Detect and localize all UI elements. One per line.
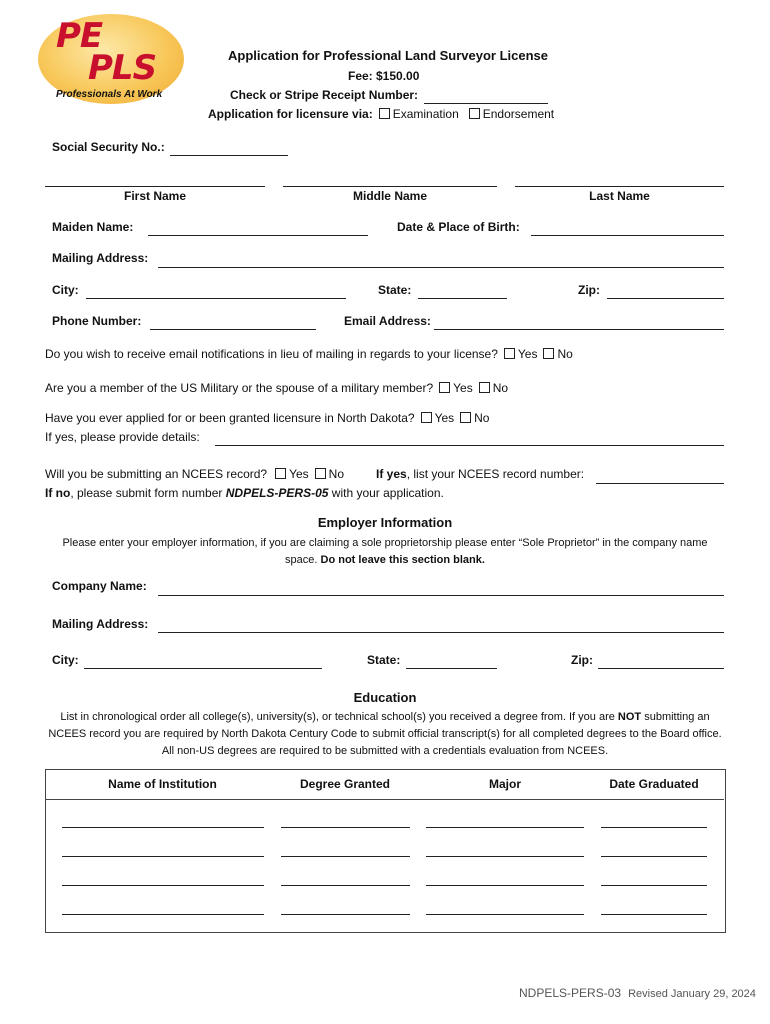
military-no-checkbox[interactable] xyxy=(479,382,490,393)
nd-license-no-checkbox[interactable] xyxy=(460,412,471,423)
col-institution: Name of Institution xyxy=(108,777,217,791)
dob-label: Date & Place of Birth: xyxy=(397,220,520,234)
mailing-address-field[interactable] xyxy=(158,267,724,268)
date-graduated-field[interactable] xyxy=(601,914,707,915)
ncees-question xyxy=(45,467,344,481)
zip-field[interactable] xyxy=(607,298,724,299)
logo-pe-text: PE xyxy=(56,16,103,56)
form-number-ref: NDPELS-PERS-05 xyxy=(225,486,329,500)
receipt-number-field[interactable] xyxy=(424,103,548,104)
employer-instructions-bold: Do not leave this section blank. xyxy=(320,554,485,566)
employer-instructions xyxy=(55,535,715,569)
employer-city-label: City: xyxy=(52,653,79,667)
mailing-address-label: Mailing Address: xyxy=(52,251,149,265)
logo-pls-text: PLS xyxy=(88,48,157,88)
education-instructions xyxy=(45,709,725,760)
fee-text: Fee: $150.00 xyxy=(348,69,420,83)
examination-label: Examination xyxy=(392,107,459,121)
military-yes-checkbox[interactable] xyxy=(439,382,450,393)
company-name-field[interactable] xyxy=(158,595,724,596)
details-label: If yes, please provide details: xyxy=(45,430,200,444)
military-question xyxy=(45,381,508,395)
endorsement-checkbox[interactable] xyxy=(469,108,480,119)
ssn-label: Social Security No.: xyxy=(52,140,165,154)
employer-instructions-text: Please enter your employer information, if you are claiming a sole proprietorship please enter “Sole Proprietor” in the company name space. xyxy=(62,537,708,566)
institution-field[interactable] xyxy=(62,827,264,828)
last-name-label: Last Name xyxy=(589,189,650,203)
licensure-via-row xyxy=(208,107,554,121)
employer-zip-label: Zip: xyxy=(571,653,593,667)
education-instructions-not: NOT xyxy=(617,711,642,723)
state-label: State: xyxy=(378,283,412,297)
military-text: Are you a member of the US Military or the spouse of a military member? xyxy=(45,381,434,395)
first-name-field[interactable] xyxy=(45,186,265,187)
zip-label: Zip: xyxy=(578,283,600,297)
yes-label: Yes xyxy=(517,347,538,361)
no-label: No xyxy=(557,347,573,361)
yes-label: Yes xyxy=(434,411,455,425)
email-notify-yes-checkbox[interactable] xyxy=(504,348,515,359)
city-field[interactable] xyxy=(86,298,346,299)
nd-license-text: Have you ever applied for or been granted licensure in North Dakota? xyxy=(45,411,415,425)
email-label: Email Address: xyxy=(344,314,431,328)
education-heading: Education xyxy=(353,690,417,705)
logo-tagline: Professionals At Work xyxy=(56,89,163,100)
city-label: City: xyxy=(52,283,79,297)
employer-heading: Employer Information xyxy=(317,515,453,530)
major-field[interactable] xyxy=(426,885,584,886)
company-name-label: Company Name: xyxy=(52,579,147,593)
footer xyxy=(519,986,756,1000)
degree-field[interactable] xyxy=(281,827,410,828)
no-label: No xyxy=(492,381,509,395)
if-no-bold: If no xyxy=(45,486,71,500)
endorsement-label: Endorsement xyxy=(482,107,555,121)
degree-field[interactable] xyxy=(281,885,410,886)
ncees-no-checkbox[interactable] xyxy=(315,468,326,479)
examination-checkbox[interactable] xyxy=(379,108,390,119)
if-yes-text: , list your NCEES record number: xyxy=(406,467,585,481)
no-label: No xyxy=(328,467,345,481)
employer-state-field[interactable] xyxy=(406,668,497,669)
middle-name-label: Middle Name xyxy=(352,189,427,203)
email-notify-question xyxy=(45,347,573,361)
if-yes-bold: If yes xyxy=(376,467,407,481)
major-field[interactable] xyxy=(426,914,584,915)
degree-field[interactable] xyxy=(281,856,410,857)
maiden-name-label: Maiden Name: xyxy=(52,220,134,234)
if-no-text: , please submit form number xyxy=(70,486,223,500)
phone-label: Phone Number: xyxy=(52,314,142,328)
last-name-field[interactable] xyxy=(515,186,724,187)
form-title: Application for Professional Land Surveyor License xyxy=(228,48,549,63)
employer-mailing-label: Mailing Address: xyxy=(52,617,149,631)
date-graduated-field[interactable] xyxy=(601,827,707,828)
no-label: No xyxy=(474,411,490,425)
education-instructions-b: submitting an NCEES record you are required by North Dakota Century Code to submit official transcript(s) for all completed degrees to the Board office. All non-US degrees are required to be submitted with a credentials evaluation from NCEES. xyxy=(48,711,722,757)
employer-state-label: State: xyxy=(367,653,401,667)
date-graduated-field[interactable] xyxy=(601,856,707,857)
maiden-name-field[interactable] xyxy=(148,235,368,236)
degree-field[interactable] xyxy=(281,914,410,915)
phone-field[interactable] xyxy=(150,329,316,330)
col-date-graduated: Date Graduated xyxy=(609,777,699,791)
receipt-label: Check or Stripe Receipt Number: xyxy=(230,88,419,102)
col-degree: Degree Granted xyxy=(299,777,391,791)
date-graduated-field[interactable] xyxy=(601,885,707,886)
first-name-label: First Name xyxy=(123,189,187,203)
nd-license-yes-checkbox[interactable] xyxy=(421,412,432,423)
col-major: Major xyxy=(488,777,521,791)
ncees-if-no xyxy=(45,486,444,500)
education-instructions-a: List in chronological order all college(s), university(s), or technical school(s) you received a degree from. If you are xyxy=(60,711,615,723)
ncees-record-number-field[interactable] xyxy=(596,483,724,484)
state-field[interactable] xyxy=(418,298,507,299)
employer-mailing-field[interactable] xyxy=(158,632,724,633)
footer-revised: Revised January 29, 2024 xyxy=(628,988,756,1000)
middle-name-field[interactable] xyxy=(283,186,497,187)
major-field[interactable] xyxy=(426,827,584,828)
email-field[interactable] xyxy=(434,329,724,330)
footer-form-number: NDPELS-PERS-03 xyxy=(519,986,622,1000)
institution-field[interactable] xyxy=(62,914,264,915)
employer-zip-field[interactable] xyxy=(598,668,724,669)
licensure-via-label: Application for licensure via: xyxy=(208,107,373,121)
institution-field[interactable] xyxy=(62,856,264,857)
ssn-field[interactable] xyxy=(170,155,288,156)
if-no-end: with your application. xyxy=(331,486,444,500)
yes-label: Yes xyxy=(453,381,473,395)
email-notify-text: Do you wish to receive email notifications in lieu of mailing in regards to your license? xyxy=(45,347,498,361)
dob-field[interactable] xyxy=(531,235,724,236)
email-notify-no-checkbox[interactable] xyxy=(543,348,554,359)
major-field[interactable] xyxy=(426,856,584,857)
yes-label: Yes xyxy=(289,467,309,481)
ncees-yes-checkbox[interactable] xyxy=(275,468,286,479)
ncees-text: Will you be submitting an NCEES record? xyxy=(45,467,268,481)
employer-city-field[interactable] xyxy=(84,668,322,669)
ncees-if-yes xyxy=(376,467,584,481)
institution-field[interactable] xyxy=(62,885,264,886)
nd-license-question xyxy=(45,411,489,425)
details-field[interactable] xyxy=(215,445,724,446)
